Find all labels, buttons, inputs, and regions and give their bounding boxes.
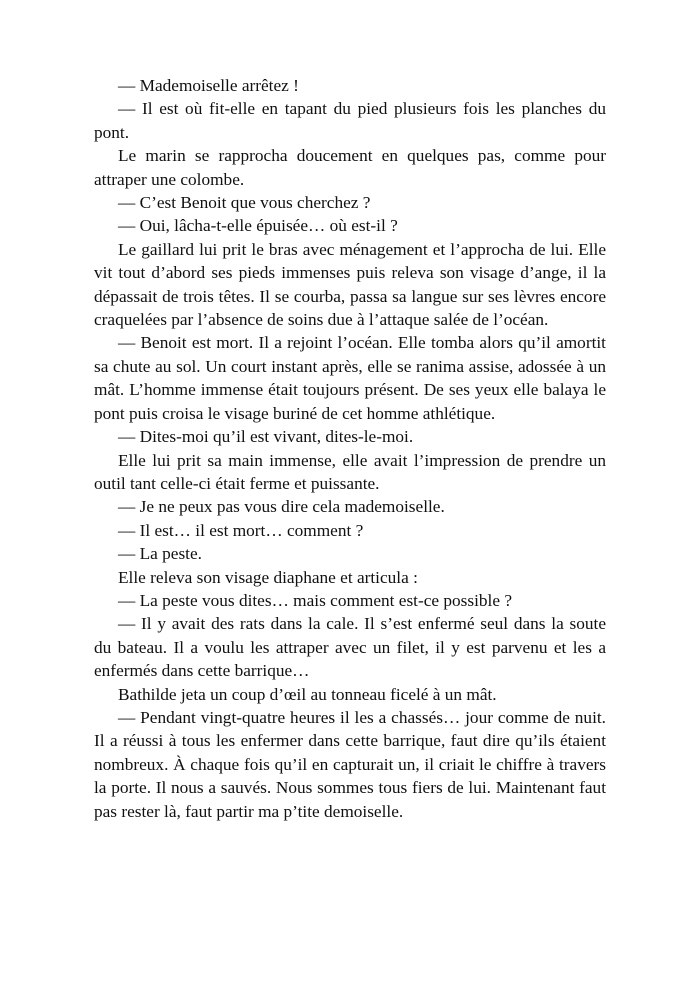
narrative-paragraph: Bathilde jeta un coup d’œil au tonneau ficelé à un mât. [118, 684, 497, 704]
dialogue-line: — Pendant vingt-quatre heures il les a chassés… jour comme de nuit. Il a réussi à tous les enfermer dans cette barrique, faut dire qu’ils étaient nombreux. À chaque fois qu’il en capturait un, il criait le chiffre à travers la porte. Il nous a sauvés. Nous sommes tous fiers de lui. Maintenant faut pas rester là, faut partir ma p’tite demoiselle. [94, 707, 606, 821]
narrative-paragraph: Le marin se rapprocha doucement en quelques pas, comme pour attraper une colombe. [94, 146, 606, 189]
dialogue-line: — La peste vous dites… mais comment est-ce possible ? [118, 590, 513, 610]
dialogue-line: — Il est… il est mort… comment ? [118, 520, 364, 540]
narrative-paragraph: Le gaillard lui prit le bras avec ménagement et l’approcha de lui. Elle vit tout d’abord ses pieds immenses puis releva son visage d’ange, il la dépassait de trois têtes. Il se courba, passa sa langue sur ses lèvres encore craquelées par l’absence de soins due à l’attaque salée de l’océan. [94, 239, 606, 330]
narrative-paragraph: Elle releva son visage diaphane et articula : [118, 567, 418, 587]
dialogue-line: — Oui, lâcha-t-elle épuisée… où est-il ? [118, 216, 398, 236]
book-page-text [94, 74, 606, 823]
dialogue-line: — Il y avait des rats dans la cale. Il s’est enfermé seul dans la soute du bateau. Il a voulu les attraper avec un filet, il y est parvenu et les a enfermés dans cette barrique… [94, 614, 606, 681]
dialogue-line: — Je ne peux pas vous dire cela mademoiselle. [118, 497, 445, 517]
dialogue-line: — Benoit est mort. Il a rejoint l’océan. Elle tomba alors qu’il amortit sa chute au sol. Un court instant après, elle se ranima assise, adossée à un mât. L’homme immense était toujours présent. De ses yeux elle balaya le pont puis croisa le visage buriné de cet homme athlétique. [94, 333, 606, 423]
dialogue-line: — Il est où fit-elle en tapant du pied plusieurs fois les planches du pont. [94, 99, 606, 142]
dialogue-line: — Dites-moi qu’il est vivant, dites-le-moi. [118, 427, 414, 447]
dialogue-line: — C’est Benoit que vous cherchez ? [118, 193, 371, 213]
dialogue-line: — Mademoiselle arrêtez ! [118, 76, 299, 95]
narrative-paragraph: Elle lui prit sa main immense, elle avait l’impression de prendre un outil tant celle-ci était ferme et puissante. [94, 450, 606, 493]
dialogue-line: — La peste. [118, 544, 202, 564]
